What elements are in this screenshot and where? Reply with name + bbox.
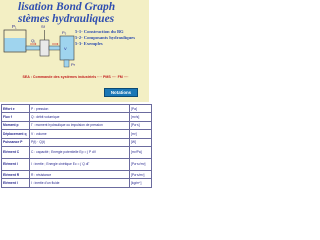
row-unit: [m³/Pa] <box>130 146 152 158</box>
row-name: Elément R <box>2 170 30 178</box>
valve-outlet <box>64 60 69 67</box>
row-desc: C : capacité ; Energie potentielle Ep = ∫ P dV <box>30 146 130 158</box>
row-unit: [Pa·s²/m³] <box>130 158 152 170</box>
notations-button[interactable]: Notations <box>104 88 138 97</box>
table-row <box>2 158 152 170</box>
row-desc: Q : débit volumique <box>30 113 130 121</box>
hydraulic-diagram <box>0 0 149 102</box>
row-unit: [m³/s] <box>130 113 152 121</box>
row-desc: V : volume <box>30 130 130 138</box>
page-title: lisation Bond Graph <box>18 1 116 13</box>
toc-item-exemples[interactable]: 5-3- Exemples <box>75 41 103 46</box>
row-desc: I : inertie ; Energie cinétique Ec = ∫ Q dΓ <box>30 158 130 170</box>
row-desc: I : inertie d'un fluide <box>30 179 130 187</box>
row-desc: P : pression <box>30 105 130 113</box>
row-unit: [Pa·s] <box>130 121 152 129</box>
table-row <box>2 121 152 129</box>
row-unit: [Pa] <box>130 105 152 113</box>
row-unit: [m³] <box>130 130 152 138</box>
row-name: Puissance P <box>2 138 30 146</box>
label-sf: Sf <box>41 24 45 29</box>
pump-body <box>40 40 49 56</box>
label-v: V <box>64 46 67 51</box>
row-unit: [Pa·s/m³] <box>130 170 152 178</box>
page-subtitle: stèmes hydrauliques <box>18 13 115 25</box>
pipe-outlet <box>26 46 40 50</box>
row-unit: [kg/m⁴] <box>130 179 152 187</box>
pipe-middle <box>49 46 61 50</box>
label-q1: Q₁ <box>31 38 36 43</box>
label-p0: P₀ <box>62 30 67 35</box>
table-row <box>2 179 152 187</box>
row-name: Elément I <box>2 179 30 187</box>
toc-item-construction[interactable]: 5-1- Construction du BG <box>75 29 124 34</box>
row-name: Déplacement q <box>2 130 30 138</box>
toc-item-composants[interactable]: 5-2- Composants hydrauliques <box>75 35 135 40</box>
table-row <box>2 130 152 138</box>
table-row <box>2 105 152 113</box>
table-row <box>2 138 152 146</box>
row-name: Moment p <box>2 121 30 129</box>
footer-caption: SEA : Commande des systèmes industriels ···· PMS ···· FM ···· <box>22 75 129 79</box>
table-row <box>2 170 152 178</box>
row-name: Flux f <box>2 113 30 121</box>
row-desc: P(t) · Q(t) <box>30 138 130 146</box>
label-pr: Pr <box>71 62 75 67</box>
row-unit: [W] <box>130 138 152 146</box>
table-row <box>2 113 152 121</box>
row-desc: R : résistance <box>30 170 130 178</box>
label-p1: P₁ <box>12 24 17 29</box>
row-name: Elément I <box>2 158 30 170</box>
row-name: Elément C <box>2 146 30 158</box>
reservoir-left-fluid <box>5 38 26 52</box>
notations-table <box>1 104 152 188</box>
table-row <box>2 146 152 158</box>
row-name: Effort e <box>2 105 30 113</box>
tank-right <box>60 36 74 60</box>
row-desc: Γ : moment hydraulique ou impulsion de pression <box>30 121 130 129</box>
